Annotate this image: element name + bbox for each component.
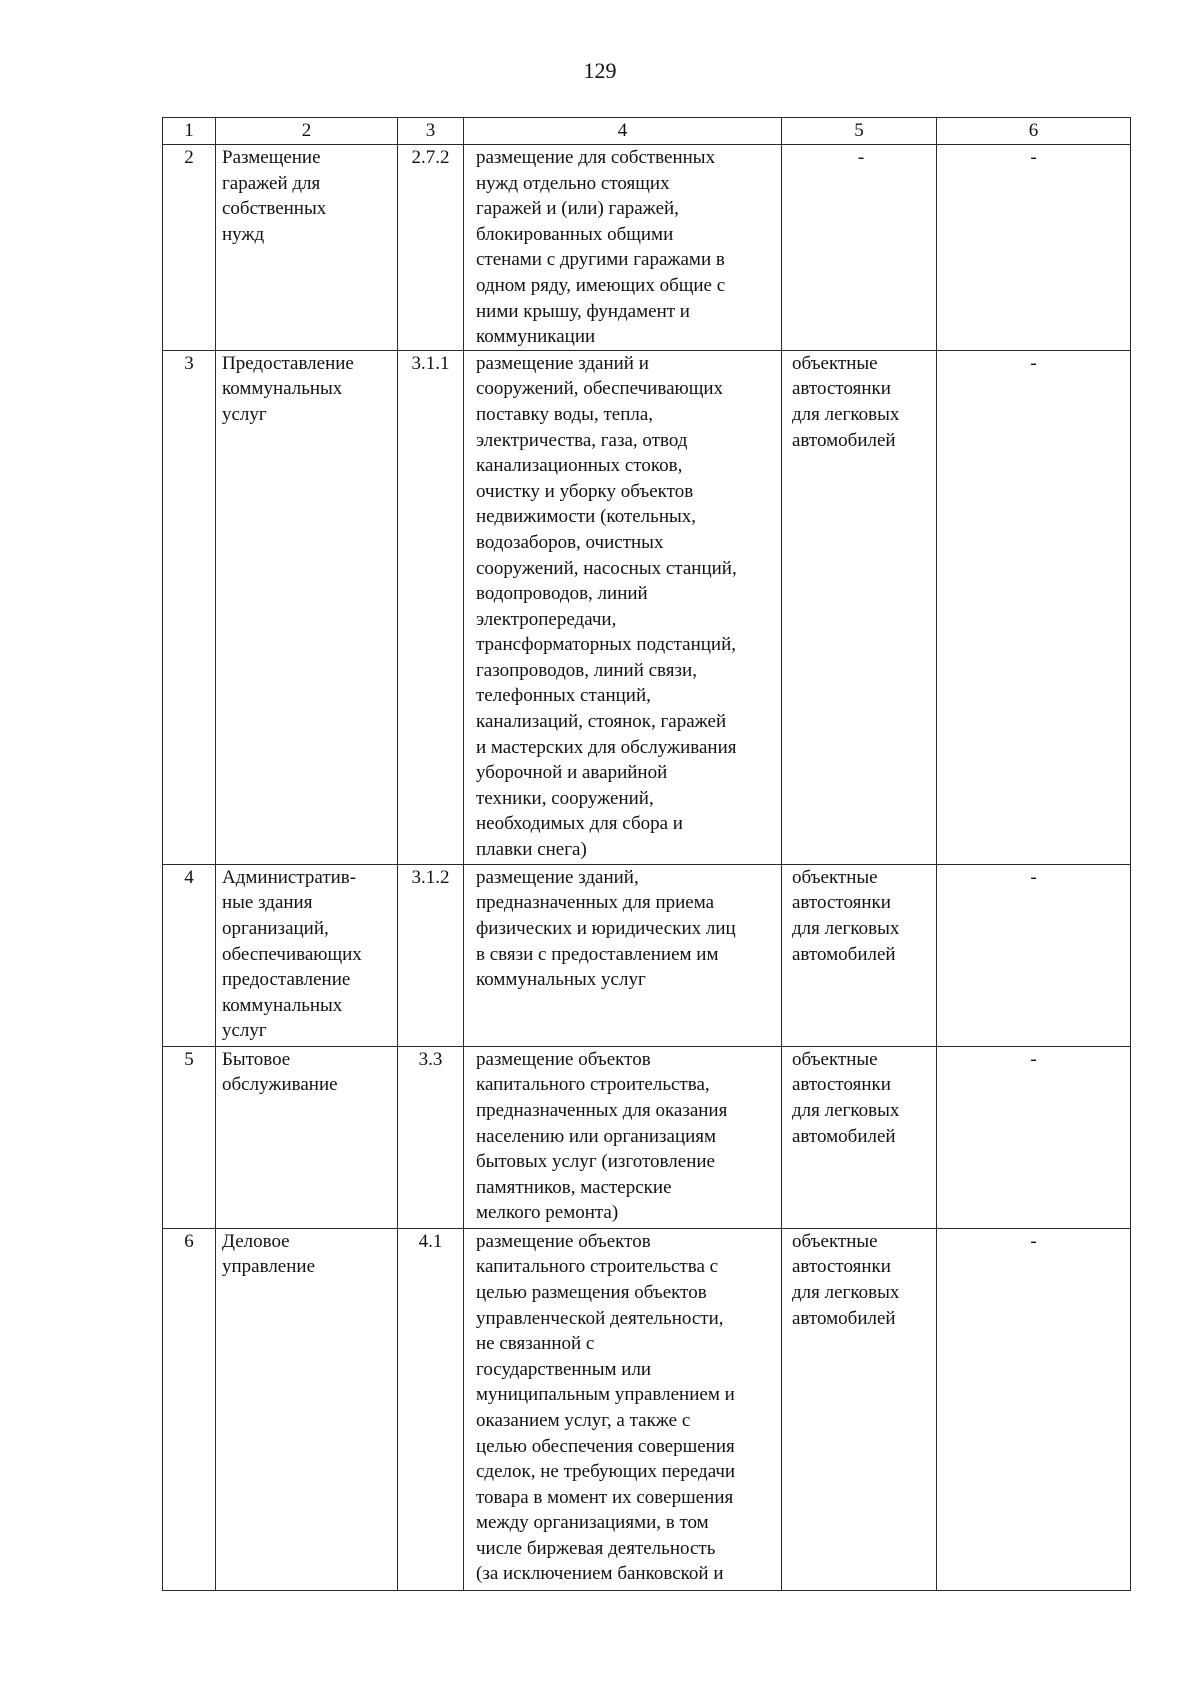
row-number-text: 2 [184,147,194,168]
use-name-text: Предоставление коммунальных услуг [222,352,354,425]
column-header: 2 [216,118,398,145]
table-row [163,145,1131,351]
description-text: размещение объектов капитального строительства, предназначенных для оказания населению или организациям бытовых услуг (изготовление памятников, мастерские мелкого ремонта) [476,1048,728,1224]
parking-text: объектные автостоянки для легковых автомобилей [792,1048,900,1147]
parking-cell [782,350,937,864]
col6-cell [937,350,1131,864]
use-code-text: 2.7.2 [411,147,450,168]
col6-cell [937,1228,1131,1590]
row-number-text: 5 [184,1048,194,1070]
row-number [163,1228,216,1590]
description-cell [464,1046,782,1228]
parking-text: объектные автостоянки для легковых автомобилей [792,352,900,451]
parking-text: объектные автостоянки для легковых автомобилей [792,1230,900,1329]
use-code-text: 3.1.1 [411,352,450,374]
use-name-text: Деловое управление [222,1230,316,1278]
column-header: 1 [163,118,216,145]
table-row [163,1046,1131,1228]
col6-cell [937,1046,1131,1228]
col6-text: - [1030,866,1037,888]
page-number: 129 [583,58,617,83]
column-header: 3 [398,118,464,145]
use-code-cell [398,864,464,1046]
use-code-cell [398,350,464,864]
row-number [163,145,216,351]
use-code-text: 4.1 [418,1230,443,1252]
row-number [163,350,216,864]
col6-cell [937,864,1131,1046]
use-code-text: 3.3 [418,1048,443,1070]
parking-cell [782,864,937,1046]
table-header-row [163,118,1131,145]
col6-text: - [1030,147,1037,168]
use-name-cell [216,350,398,864]
description-text: размещение зданий, предназначенных для приема физических и юридических лиц в связи с предоставлением им коммунальных услуг [476,866,736,991]
parking-cell [782,1046,937,1228]
row-number [163,864,216,1046]
land-use-table [162,117,1131,1591]
column-header: 5 [782,118,937,145]
parking-cell [782,145,937,351]
description-cell [464,350,782,864]
use-name-cell [216,864,398,1046]
description-text: размещение объектов капитального строительства с целью размещения объектов управленческой деятельности, не связанной с государственным или муниципальным управлением и оказанием услуг, а также с целью обеспечения совершения сделок, не требующих передачи товара в момент их совершения между организациями, в том числе биржевая деятельность (за исключением банковской и [476,1230,736,1585]
column-header: 4 [464,118,782,145]
description-text: размещение зданий и сооружений, обеспечивающих поставку воды, тепла, электричества, газа, отвод канализационных стоков, очистку и уборку объектов недвижимости (котельных, водозаборов, очистных сооружений, насосных станций, водопроводов, линий электропередачи, трансформаторных подстанций, газопроводов, линий связи, телефонных станций, канализаций, стоянок, гаражей и мастерских для обслуживания уборочной и аварийной техники, сооружений, необходимых для сбора и плавки снега) [476,352,737,861]
row-number-text: 4 [184,866,194,888]
row-number-text: 6 [184,1230,194,1252]
use-code-text: 3.1.2 [411,866,450,888]
description-cell [464,864,782,1046]
use-name-text: Размещение гаражей для собственных нужд [222,147,327,245]
use-name-text: Административ- ные здания организаций, обеспечивающих предоставление коммунальных услуг [222,866,362,1042]
description-cell [464,1228,782,1590]
table-row [163,350,1131,864]
use-name-cell [216,145,398,351]
table-row [163,1228,1131,1590]
row-number-text: 3 [184,352,194,374]
row-number [163,1046,216,1228]
description-text: размещение для собственных нужд отдельно стоящих гаражей и (или) гаражей, блокированных общими стенами с другими гаражами в одном ряду, имеющих общие с ними крышу, фундамент и коммуникации [476,147,726,348]
use-name-cell [216,1046,398,1228]
parking-cell [782,1228,937,1590]
col6-text: - [1030,1230,1037,1252]
table-row [163,864,1131,1046]
parking-text: объектные автостоянки для легковых автомобилей [792,866,900,965]
col6-text: - [1030,352,1037,374]
col6-cell [937,145,1131,351]
use-code-cell [398,1046,464,1228]
description-cell [464,145,782,351]
use-code-cell [398,145,464,351]
column-header: 6 [937,118,1131,145]
use-name-text: Бытовое обслуживание [222,1048,338,1096]
parking-text: - [857,147,865,168]
use-code-cell [398,1228,464,1590]
use-name-cell [216,1228,398,1590]
col6-text: - [1030,1048,1037,1070]
